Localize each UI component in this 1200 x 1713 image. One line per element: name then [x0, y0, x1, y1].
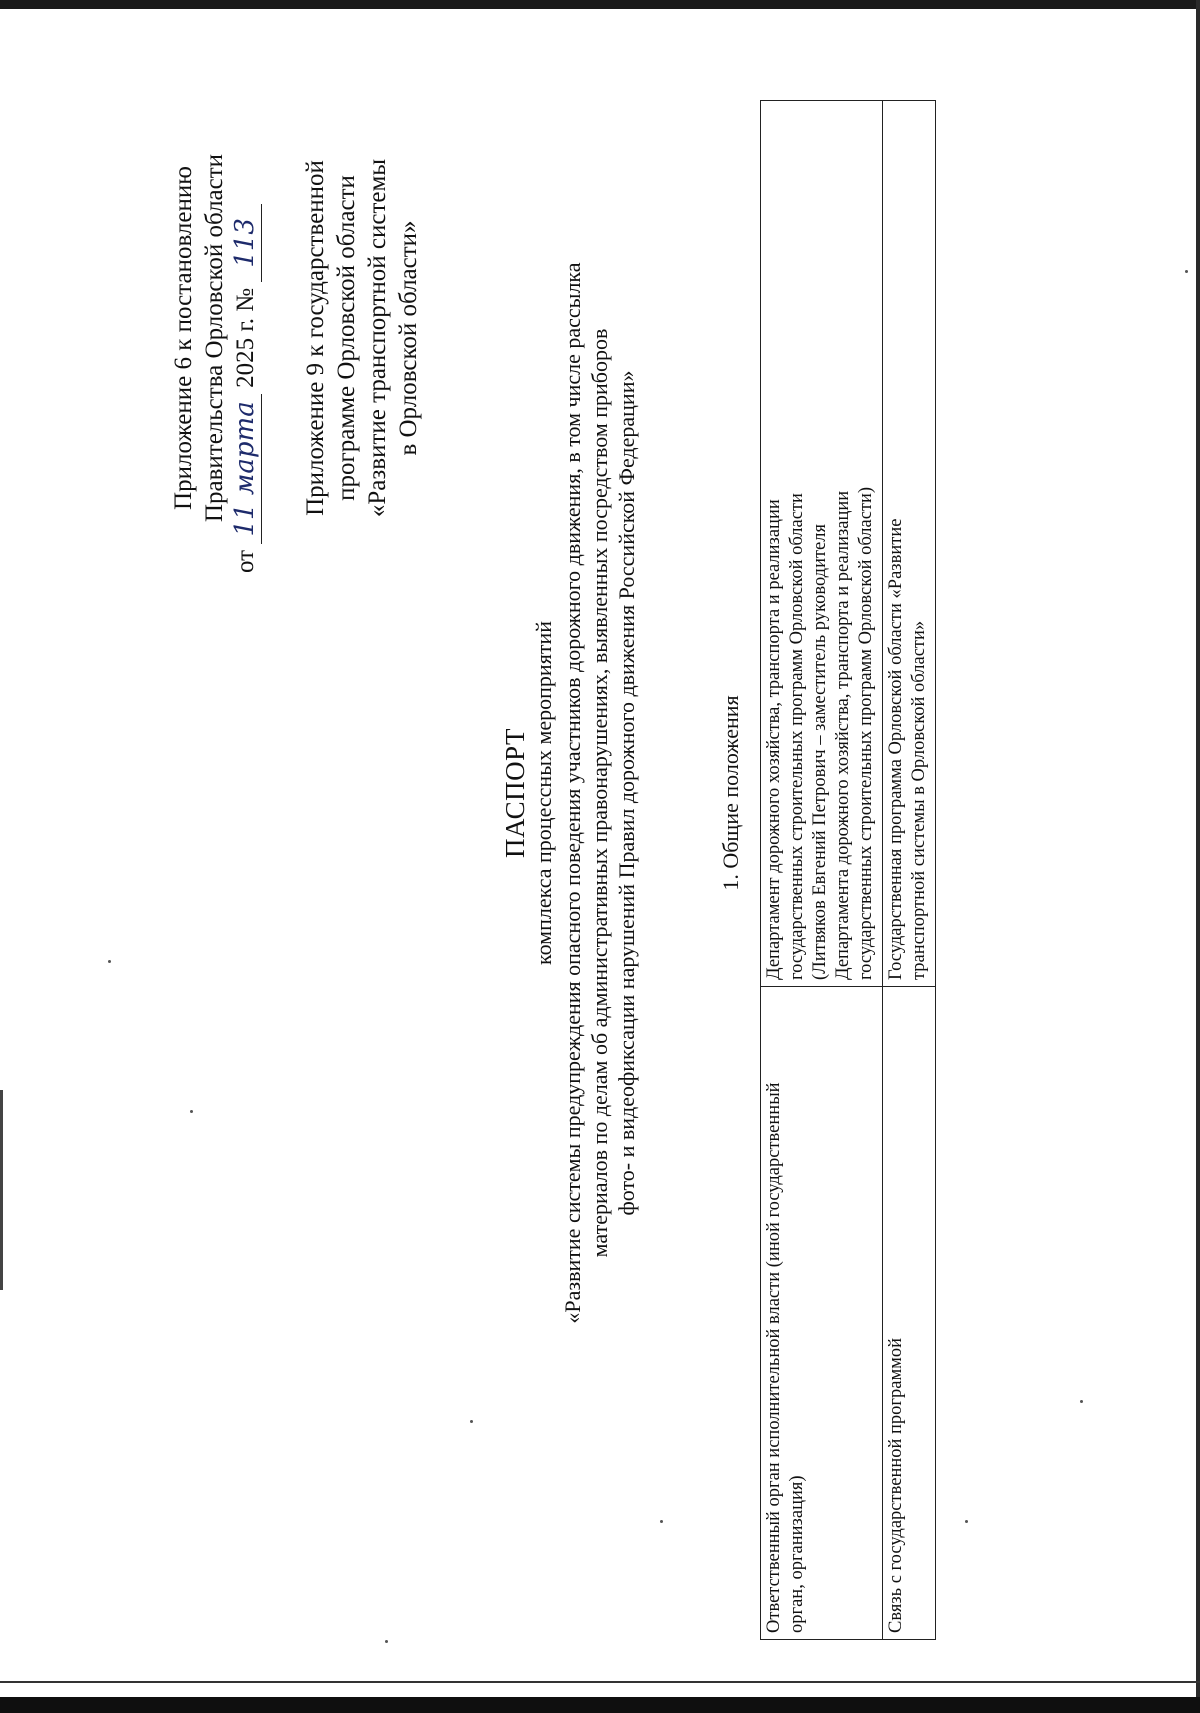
table-cell-label	[883, 987, 936, 1640]
cell-line: Связь с государственной программой	[886, 1337, 906, 1633]
date-prefix: от	[232, 549, 259, 573]
table-row	[883, 101, 936, 1640]
appendix-order	[168, 103, 262, 573]
document-long-title	[559, 233, 640, 1353]
long-title-line: «Развитие системы предупреждения опасного поведения участников дорожного движения, в том числе рассылка	[560, 262, 585, 1324]
long-title-line: материалов по делам об административных правонарушениях, выявленных посредством приборов	[587, 328, 612, 1258]
cell-line: государственных строительных программ Орловской области	[787, 493, 807, 980]
cell-line: государственных строительных программ Орловской области)	[856, 486, 876, 980]
appendix-order-line: Приложение 6 к постановлению	[170, 166, 197, 510]
general-provisions-table	[760, 100, 936, 1640]
appendix-program-line: «Развитие транспортной системы	[364, 158, 391, 518]
cell-line: Департамента дорожного хозяйства, транспорта и реализации	[833, 490, 853, 980]
appendix-program-line: Приложение 9 к государственной	[302, 160, 329, 516]
table-cell-label	[761, 987, 883, 1640]
appendix-program-line: программе Орловской области	[333, 175, 360, 501]
cell-line: (Литвяков Евгений Петрович – заместитель руководителя	[810, 523, 830, 980]
section-heading: 1. Общие положения	[718, 695, 743, 891]
appendix-program-line: в Орловской области»	[395, 220, 422, 456]
document-subtitle: комплекса процессных мероприятий	[531, 621, 556, 965]
table-cell-value	[883, 101, 936, 987]
header-block	[168, 103, 424, 573]
cell-line: орган, организация)	[787, 1475, 807, 1633]
order-year: 2025 г. №	[232, 287, 259, 388]
appendix-order-line: Правительства Орловской области	[201, 153, 228, 523]
long-title-line: фото- и видеофиксации нарушений Правил дорожного движения Российской Федерации»	[614, 370, 639, 1216]
title-block	[500, 233, 640, 1353]
cell-line: Ответственный орган исполнительной власти (иной государственный	[764, 1082, 784, 1633]
table-cell-value	[761, 101, 883, 987]
handwritten-date: 11 марта	[230, 394, 262, 544]
document-title: ПАСПОРТ	[500, 728, 530, 858]
handwritten-number: 113	[230, 204, 262, 282]
cell-line: транспортной системы в Орловской области»	[909, 620, 929, 980]
cell-line: Департамент дорожного хозяйства, транспорта и реализации	[764, 499, 784, 980]
order-date-line	[230, 103, 262, 573]
cell-line: Государственная программа Орловской области «Развитие	[886, 518, 906, 980]
appendix-program	[300, 103, 424, 573]
table-row	[761, 101, 883, 1640]
